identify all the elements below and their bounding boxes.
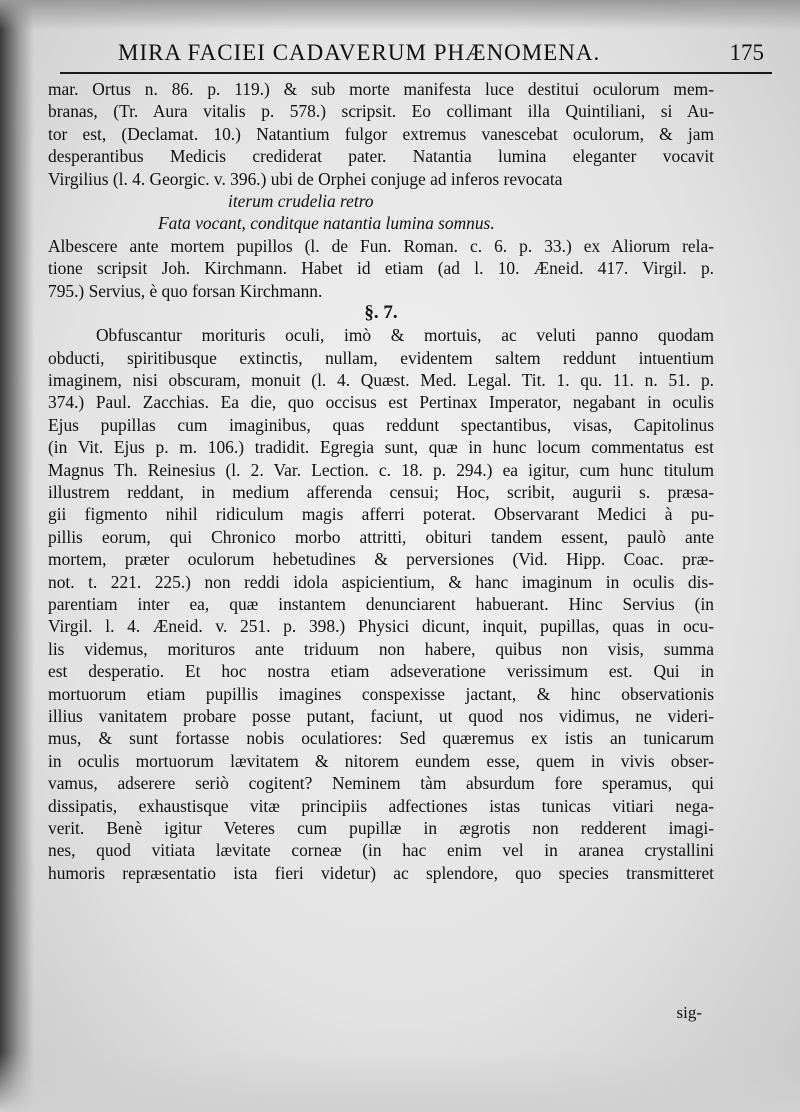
text-line: humoris repræsentatio ista fieri videtur) ac splendore, quo species transmitteret xyxy=(48,862,714,883)
text-line: branas, (Tr. Aura vitalis p. 578.) scripsit. Eo collimant illa Quintiliani, si Au- xyxy=(48,101,714,122)
text-line: 374.) Paul. Zacchias. Ea die, quo occisus est Pertinax Imperator, negabant in oculis xyxy=(48,392,714,413)
running-head: MIRA FACIEI CADAVERUM PHÆNOMENA. xyxy=(118,40,601,65)
text-line: verit. Benè igitur Veteres cum pupillæ in ægrotis non redderent imagi- xyxy=(48,817,714,838)
text-line: Obfuscantur morituris oculi, imò & mortuis, ac veluti panno quodam xyxy=(96,325,714,346)
text-line: gii figmento nihil ridiculum magis afferri poterat. Observarant Medici à pu- xyxy=(48,504,714,525)
text-line: not. t. 221. 225.) non reddi idola aspicientium, & hanc imaginum in oculis dis- xyxy=(48,571,714,592)
text-line: imaginem, nisi obscuram, monuit (l. 4. Quæst. Med. Legal. Tit. 1. qu. 11. n. 51. p. xyxy=(48,370,714,391)
text-line: tor est, (Declamat. 10.) Natantium fulgor extremus vanescebat oculorum, & jam xyxy=(48,123,714,144)
text-line: 795.) Servius, è quo forsan Kirchmann. xyxy=(48,280,323,301)
text-line: Magnus Th. Reinesius (l. 2. Var. Lection. c. 18. p. 294.) ea igitur, cum hunc titulum xyxy=(48,459,714,480)
text-line: illustrem reddant, in medium afferenda censui; Hoc, scribit, augurii s. præsa- xyxy=(48,482,714,503)
text-line: Ejus pupillas cum imaginibus, quas reddunt spectantibus, visas, Capitolinus xyxy=(48,414,714,435)
text-line: nes, quod vitiata lævitate corneæ (in hac enim vel in aranea crystallini xyxy=(48,840,714,861)
text-line: iterum crudelia retro xyxy=(228,190,374,211)
text-line: Virgil. l. 4. Æneid. v. 251. p. 398.) Physici dicunt, inquit, pupillas, quas in ocu- xyxy=(48,616,714,637)
text-line: Fata vocant, conditque natantia lumina somnus. xyxy=(158,213,495,234)
page-gutter-shadow xyxy=(0,0,34,1112)
page-header xyxy=(60,36,772,70)
text-line: parentiam inter ea, quæ instantem denunciarent habuerant. Hinc Servius (in xyxy=(48,593,714,614)
text-line: desperantibus Medicis crediderat pater. Natantia lumina eleganter vocavit xyxy=(48,146,714,167)
text-line: pillis eorum, qui Chronico morbo attritti, obituri tandem essent, paulò ante xyxy=(48,526,714,547)
page-number: 175 xyxy=(729,40,764,65)
text-line: mus, & sunt fortasse nobis oculatiores: Sed quæremus ex istis an tunicarum xyxy=(48,728,714,749)
text-line: est desperatio. Et hoc nostra etiam adseveratione verissimum est. Qui in xyxy=(48,661,714,682)
section-heading: §. 7. xyxy=(364,301,398,323)
catchword: sig- xyxy=(676,1003,702,1022)
text-line: illius vanitatem probare posse putant, faciunt, ut quod nos vidimus, ne videri- xyxy=(48,705,714,726)
text-line: Virgilius (l. 4. Georgic. v. 396.) ubi de Orphei conjuge ad inferos revocata xyxy=(48,168,563,189)
page-bottom-shadow xyxy=(0,1052,800,1112)
text-line: (in Vit. Ejus p. m. 106.) tradidit. Egregia sunt, quæ in hunc locum commentatus est xyxy=(48,437,714,458)
text-line: lis videmus, morituros ante triduum non habere, quibus non visis, summa xyxy=(48,638,714,659)
text-line: Albescere ante mortem pupillos (l. de Fun. Roman. c. 6. p. 33.) ex Aliorum rela- xyxy=(48,235,714,256)
text-line: in oculis mortuorum lævitatem & nitorem eundem esse, quem in vivis obser- xyxy=(48,750,714,771)
text-line: mortuorum etiam pupillis imagines conspexisse jactant, & hinc observationis xyxy=(48,683,714,704)
header-rule xyxy=(60,72,772,74)
body-text xyxy=(48,78,714,884)
text-line: vamus, adserere seriò cogitent? Neminem tàm absurdum fore speramus, qui xyxy=(48,773,714,794)
text-line: dissipatis, exhaustisque vitæ principiis adfectiones istas tunicas vitiari nega- xyxy=(48,795,714,816)
text-line: obducti, spiritibusque extinctis, nullam, evidentem saltem reddunt intuentium xyxy=(48,347,714,368)
page-top-shadow xyxy=(0,0,800,30)
text-line: mortem, præter oculorum hebetudines & perversiones (Vid. Hipp. Coac. præ- xyxy=(48,549,714,570)
text-line: mar. Ortus n. 86. p. 119.) & sub morte manifesta luce destitui oculorum mem- xyxy=(48,79,714,99)
text-line: tione scripsit Joh. Kirchmann. Habet id etiam (ad l. 10. Æneid. 417. Virgil. p. xyxy=(48,258,714,279)
